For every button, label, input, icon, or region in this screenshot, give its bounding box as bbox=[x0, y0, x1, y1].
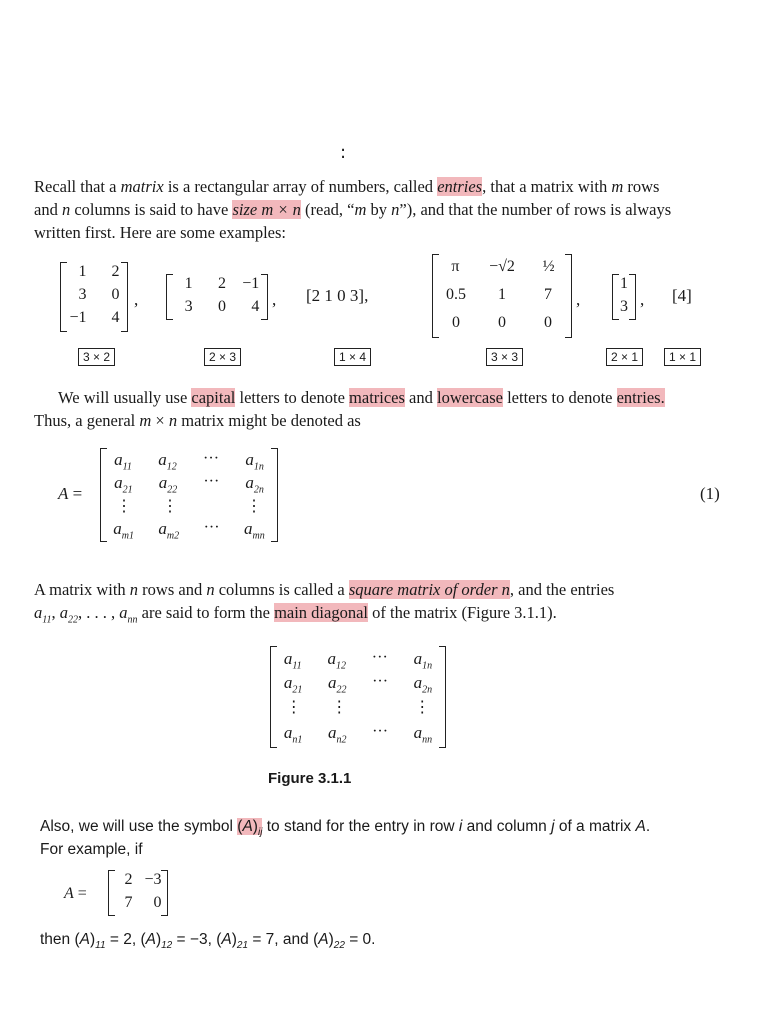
paragraph-square-line2: $a_{11}$, $a_{22}$, . . . , $a_{nn}$ are said to form the main diagonal of the matrix (Figure 3.1.1). bbox=[34, 603, 557, 626]
paragraph-square-line1: A matrix with n rows and n columns is called a square matrix of order n, and the entries bbox=[34, 580, 615, 599]
example-matrix-A: 2 −3 7 0 bbox=[108, 870, 168, 916]
comma: , bbox=[134, 290, 139, 309]
highlight-capital: capital bbox=[191, 388, 236, 407]
general-matrix: $a_{11}$ $a_{12}$ ··· $a_{1n}$ $a_{21}$ $a_{22}$ ··· $a_{2n}$ ⋮ ⋮ ⋮ $a_{m1}$ $a_{m2}$ ··· $a_{mn}$ bbox=[100, 448, 278, 542]
highlight-entries: entries bbox=[437, 177, 483, 196]
highlight-matrices: matrices bbox=[349, 388, 405, 407]
figure-caption: Figure 3.1.1 bbox=[268, 770, 352, 787]
example-matrix-1x4: [2 1 0 3], bbox=[306, 286, 369, 305]
comma: , bbox=[576, 290, 581, 309]
highlight-symbol-aij: $(A)_{ij}$ bbox=[237, 818, 263, 839]
example-matrix-3x3: π −√2 ½ 0.5 1 7 0 0 0 bbox=[432, 254, 572, 338]
eq2-lhs: A = bbox=[64, 885, 87, 902]
size-label-1x1: 1 × 1 bbox=[664, 348, 701, 366]
highlight-square-matrix: square matrix of order n bbox=[348, 580, 510, 599]
highlight-size: size m × n bbox=[232, 200, 301, 219]
highlight-main-diagonal: main diagonal bbox=[274, 603, 368, 622]
paragraph-symbol-line1: Also, we will use the symbol $(A)_{ij}$ to stand for the entry in row i and column j of a matrix A. bbox=[40, 818, 651, 839]
square-matrix-figure: $a_{11}$ $a_{12}$ ··· $a_{1n}$ $a_{21}$ $a_{22}$ ··· $a_{2n}$ ⋮ ⋮ ⋮ $a_{n1}$ $a_{n2}$ ··· $a_{nn}$ bbox=[270, 646, 446, 748]
example-matrix-3x2: 1 2 3 0 −1 4 bbox=[60, 262, 128, 332]
example-matrix-2x3: 1 2 −1 3 0 4 bbox=[166, 274, 268, 320]
comma: , bbox=[272, 290, 277, 309]
size-label-2x1: 2 × 1 bbox=[606, 348, 643, 366]
size-label-1x4: 1 × 4 bbox=[334, 348, 371, 366]
example-matrix-2x1: 1 3 bbox=[612, 274, 636, 320]
size-label-3x2: 3 × 2 bbox=[78, 348, 115, 366]
size-label-3x3: 3 × 3 bbox=[486, 348, 523, 366]
paragraph-symbol-line2: For example, if bbox=[40, 841, 143, 858]
comma: , bbox=[640, 290, 645, 309]
size-label-2x3: 2 × 3 bbox=[204, 348, 241, 366]
highlight-lowercase: lowercase bbox=[437, 388, 503, 407]
highlight-entries-2: entries. bbox=[616, 388, 665, 407]
eq1-lhs: A = bbox=[58, 484, 83, 503]
example-matrix-1x1: [4] bbox=[672, 286, 692, 305]
paragraph-notation-line1: We will usually use capital letters to denote matrices and lowercase letters to denote entries. bbox=[58, 388, 665, 407]
paragraph-intro-line1: Recall that a matrix is a rectangular array of numbers, called entries, that a matrix with m rows bbox=[34, 177, 660, 196]
equation-number: (1) bbox=[700, 484, 720, 503]
paragraph-notation-line2: Thus, a general m × n matrix might be denoted as bbox=[34, 411, 361, 430]
paragraph-intro-line2: and n columns is said to have size m × n (read, “m by n”), and that the number of rows is always bbox=[34, 200, 672, 219]
paragraph-intro-line3: written first. Here are some examples: bbox=[34, 223, 286, 242]
top-marker: : bbox=[340, 142, 347, 163]
paragraph-example-result: then $(A)_{11} = 2$, $(A)_{12} = -3$, $(A)_{21} = 7$, and $(A)_{22} = 0$. bbox=[40, 931, 376, 952]
